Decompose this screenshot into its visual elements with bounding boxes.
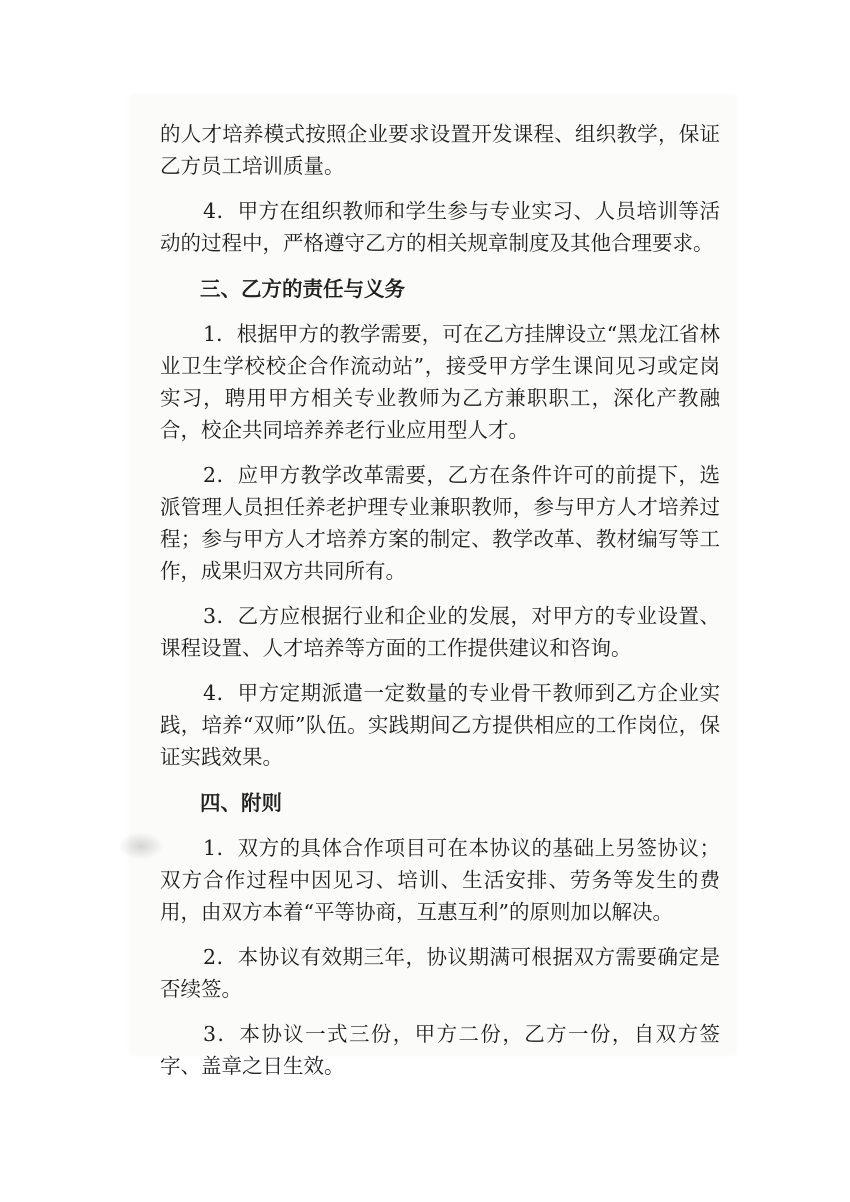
- paragraph-3-2: 2．应甲方教学改革需要，乙方在条件许可的前提下，选派管理人员担任养老护理专业兼职教师，参与甲方人才培养过程；参与甲方人才培养方案的制定、教学改革、教材编写等工作，成果归双方共同所有。: [160, 463, 720, 583]
- document-body: [160, 118, 720, 1082]
- paragraph-4-2: 2．本协议有效期三年，协议期满可根据双方需要确定是否续签。: [160, 945, 720, 1001]
- paragraph-continuation: 的人才培养模式按照企业要求设置开发课程、组织教学，保证乙方员工培训质量。: [160, 122, 720, 178]
- scan-smudge: [118, 832, 164, 860]
- paragraph-4-3: 3．本协议一式三份，甲方二份，乙方一份，自双方签字、盖章之日生效。: [160, 1022, 720, 1078]
- paragraph-3-4: 4．甲方定期派遣一定数量的专业骨干教师到乙方企业实践，培养“双师”队伍。实践期间乙方提供相应的工作岗位，保证实践效果。: [160, 681, 720, 769]
- paragraph-3-3: 3．乙方应根据行业和企业的发展，对甲方的专业设置、课程设置、人才培养等方面的工作提供建议和咨询。: [160, 604, 720, 660]
- paragraph-2-4: 4．甲方在组织教师和学生参与专业实习、人员培训等活动的过程中，严格遵守乙方的相关规章制度及其他合理要求。: [160, 199, 720, 255]
- paragraph-4-1: 1．双方的具体合作项目可在本协议的基础上另签协议；双方合作过程中因见习、培训、生活安排、劳务等发生的费用，由双方本着“平等协商，互惠互利”的原则加以解决。: [160, 836, 720, 924]
- paragraph-3-1: 1．根据甲方的教学需要，可在乙方挂牌设立“黑龙江省林业卫生学校校企合作流动站”，接受甲方学生课间见习或定岗实习，聘用甲方相关专业教师为乙方兼职职工，深化产教融合，校企共同培养养老行业应用型人才。: [160, 322, 720, 442]
- section-heading-4: 四、附则: [200, 791, 282, 815]
- section-heading-3: 三、乙方的责任与义务: [200, 277, 405, 301]
